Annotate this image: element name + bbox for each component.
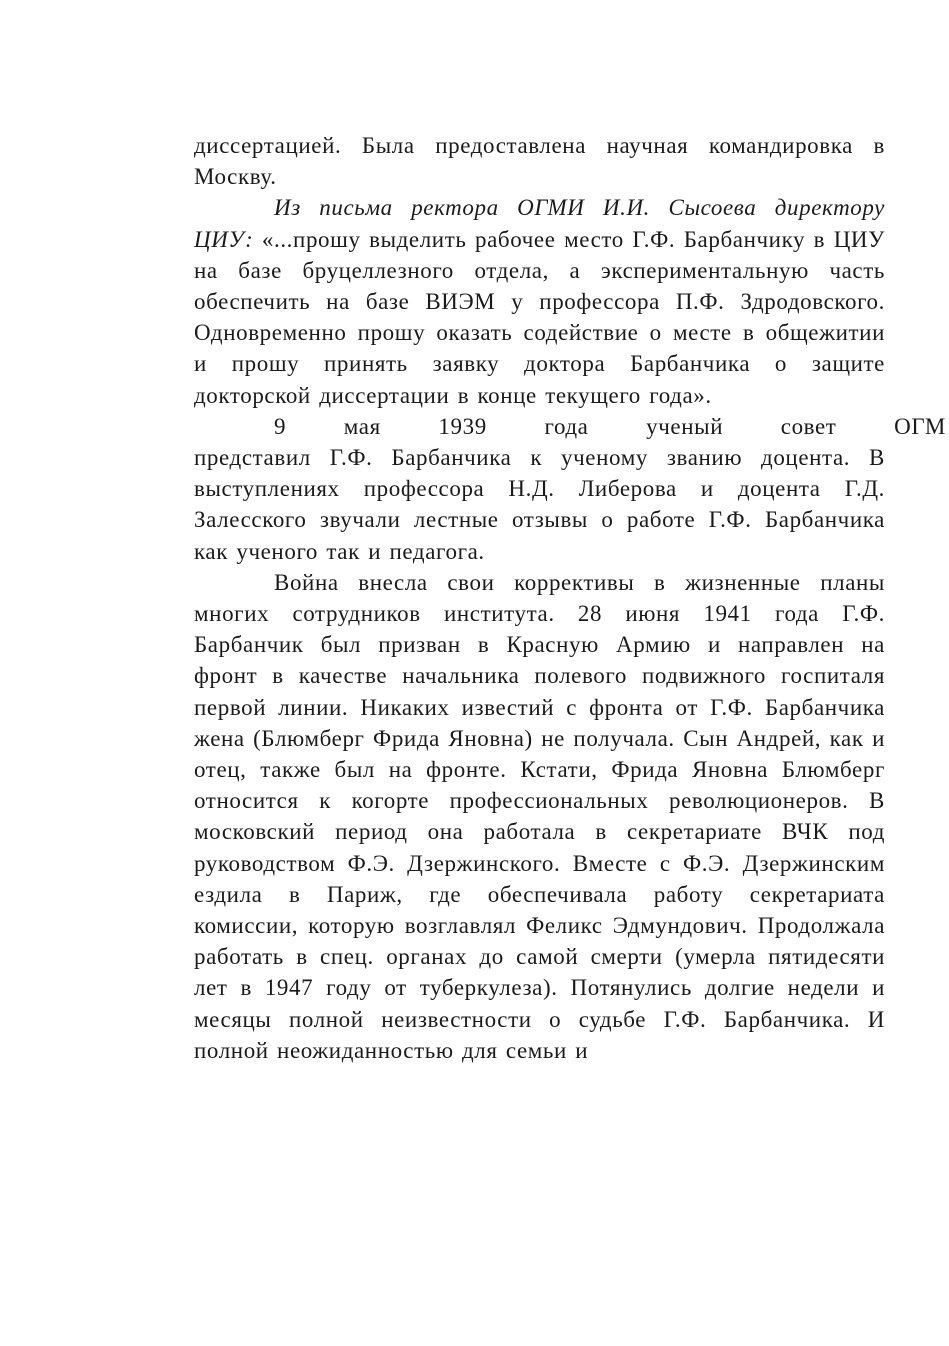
council-word: мая (343, 413, 381, 439)
paragraph-dissertation-trip: диссертацией. Была предоставлена научная командировка в Москву. (194, 133, 885, 190)
paragraph-council-rest: представил Г.Ф. Барбанчика к ученому званию доцента. В выступлениях профессора Н.Д. Либерова и доцента Г.Д. Залесского звучали лестные отзывы о работе Г.Ф. Барбанчика как ученого так и педагога. (194, 445, 885, 564)
letter-attribution: Из письма ректора ОГМИ И.И. Сысоева директору ЦИУ: (194, 195, 885, 252)
council-word: ученый (646, 413, 724, 439)
council-word: 1939 (438, 413, 487, 439)
body-text (194, 130, 946, 1066)
paragraph-council-first-line (194, 411, 946, 442)
council-word: 9 (274, 413, 287, 439)
council-word: ОГМ (894, 413, 946, 439)
paragraph-rector-letter (194, 192, 885, 410)
paragraph-war: Война внесла свои коррективы в жизненные планы многих сотрудников института. 28 июня 1941 года Г.Ф. Барбанчик был призван в Красную Армию и направлен на фронт в качестве начальника полевого подвижного госпиталя первой линии. Никаких известий с фронта от Г.Ф. Барбанчика жена (Блюмберг Фрида Яновна) не получала. Сын Андрей, как и отец, также был на фронте. Кстати, Фрида Яновна Блюмберг относится к когорте профессиональных революционеров. В московский период она работала в секретариате ВЧК под руководством Ф.Э. Дзержинского. Вместе с Ф.Э. Дзержинским ездила в Париж, где обеспечивала работу секретариата комиссии, которую возглавлял Феликс Эдмундович. Продолжала работать в спец. органах до самой смерти (умерла пятидесяти лет в 1947 году от туберкулеза). Потянулись долгие недели и месяцы полной неизвестности о судьбе Г.Ф. Барбанчика. И полной неожиданностью для семьи и (194, 569, 885, 1063)
council-word: совет (780, 413, 837, 439)
council-word: года (544, 413, 589, 439)
letter-quote: «...прошу выделить рабочее место Г.Ф. Барбанчику в ЦИУ на базе бруцеллезного отдела, а экспериментальную часть обеспечить на базе ВИЭМ у профессора П.Ф. Здродовского. Одновременно прошу оказать содействие о месте в общежитии и прошу принять заявку доктора Барбанчика о защите докторской диссертации в конце текущего года». (194, 226, 885, 408)
